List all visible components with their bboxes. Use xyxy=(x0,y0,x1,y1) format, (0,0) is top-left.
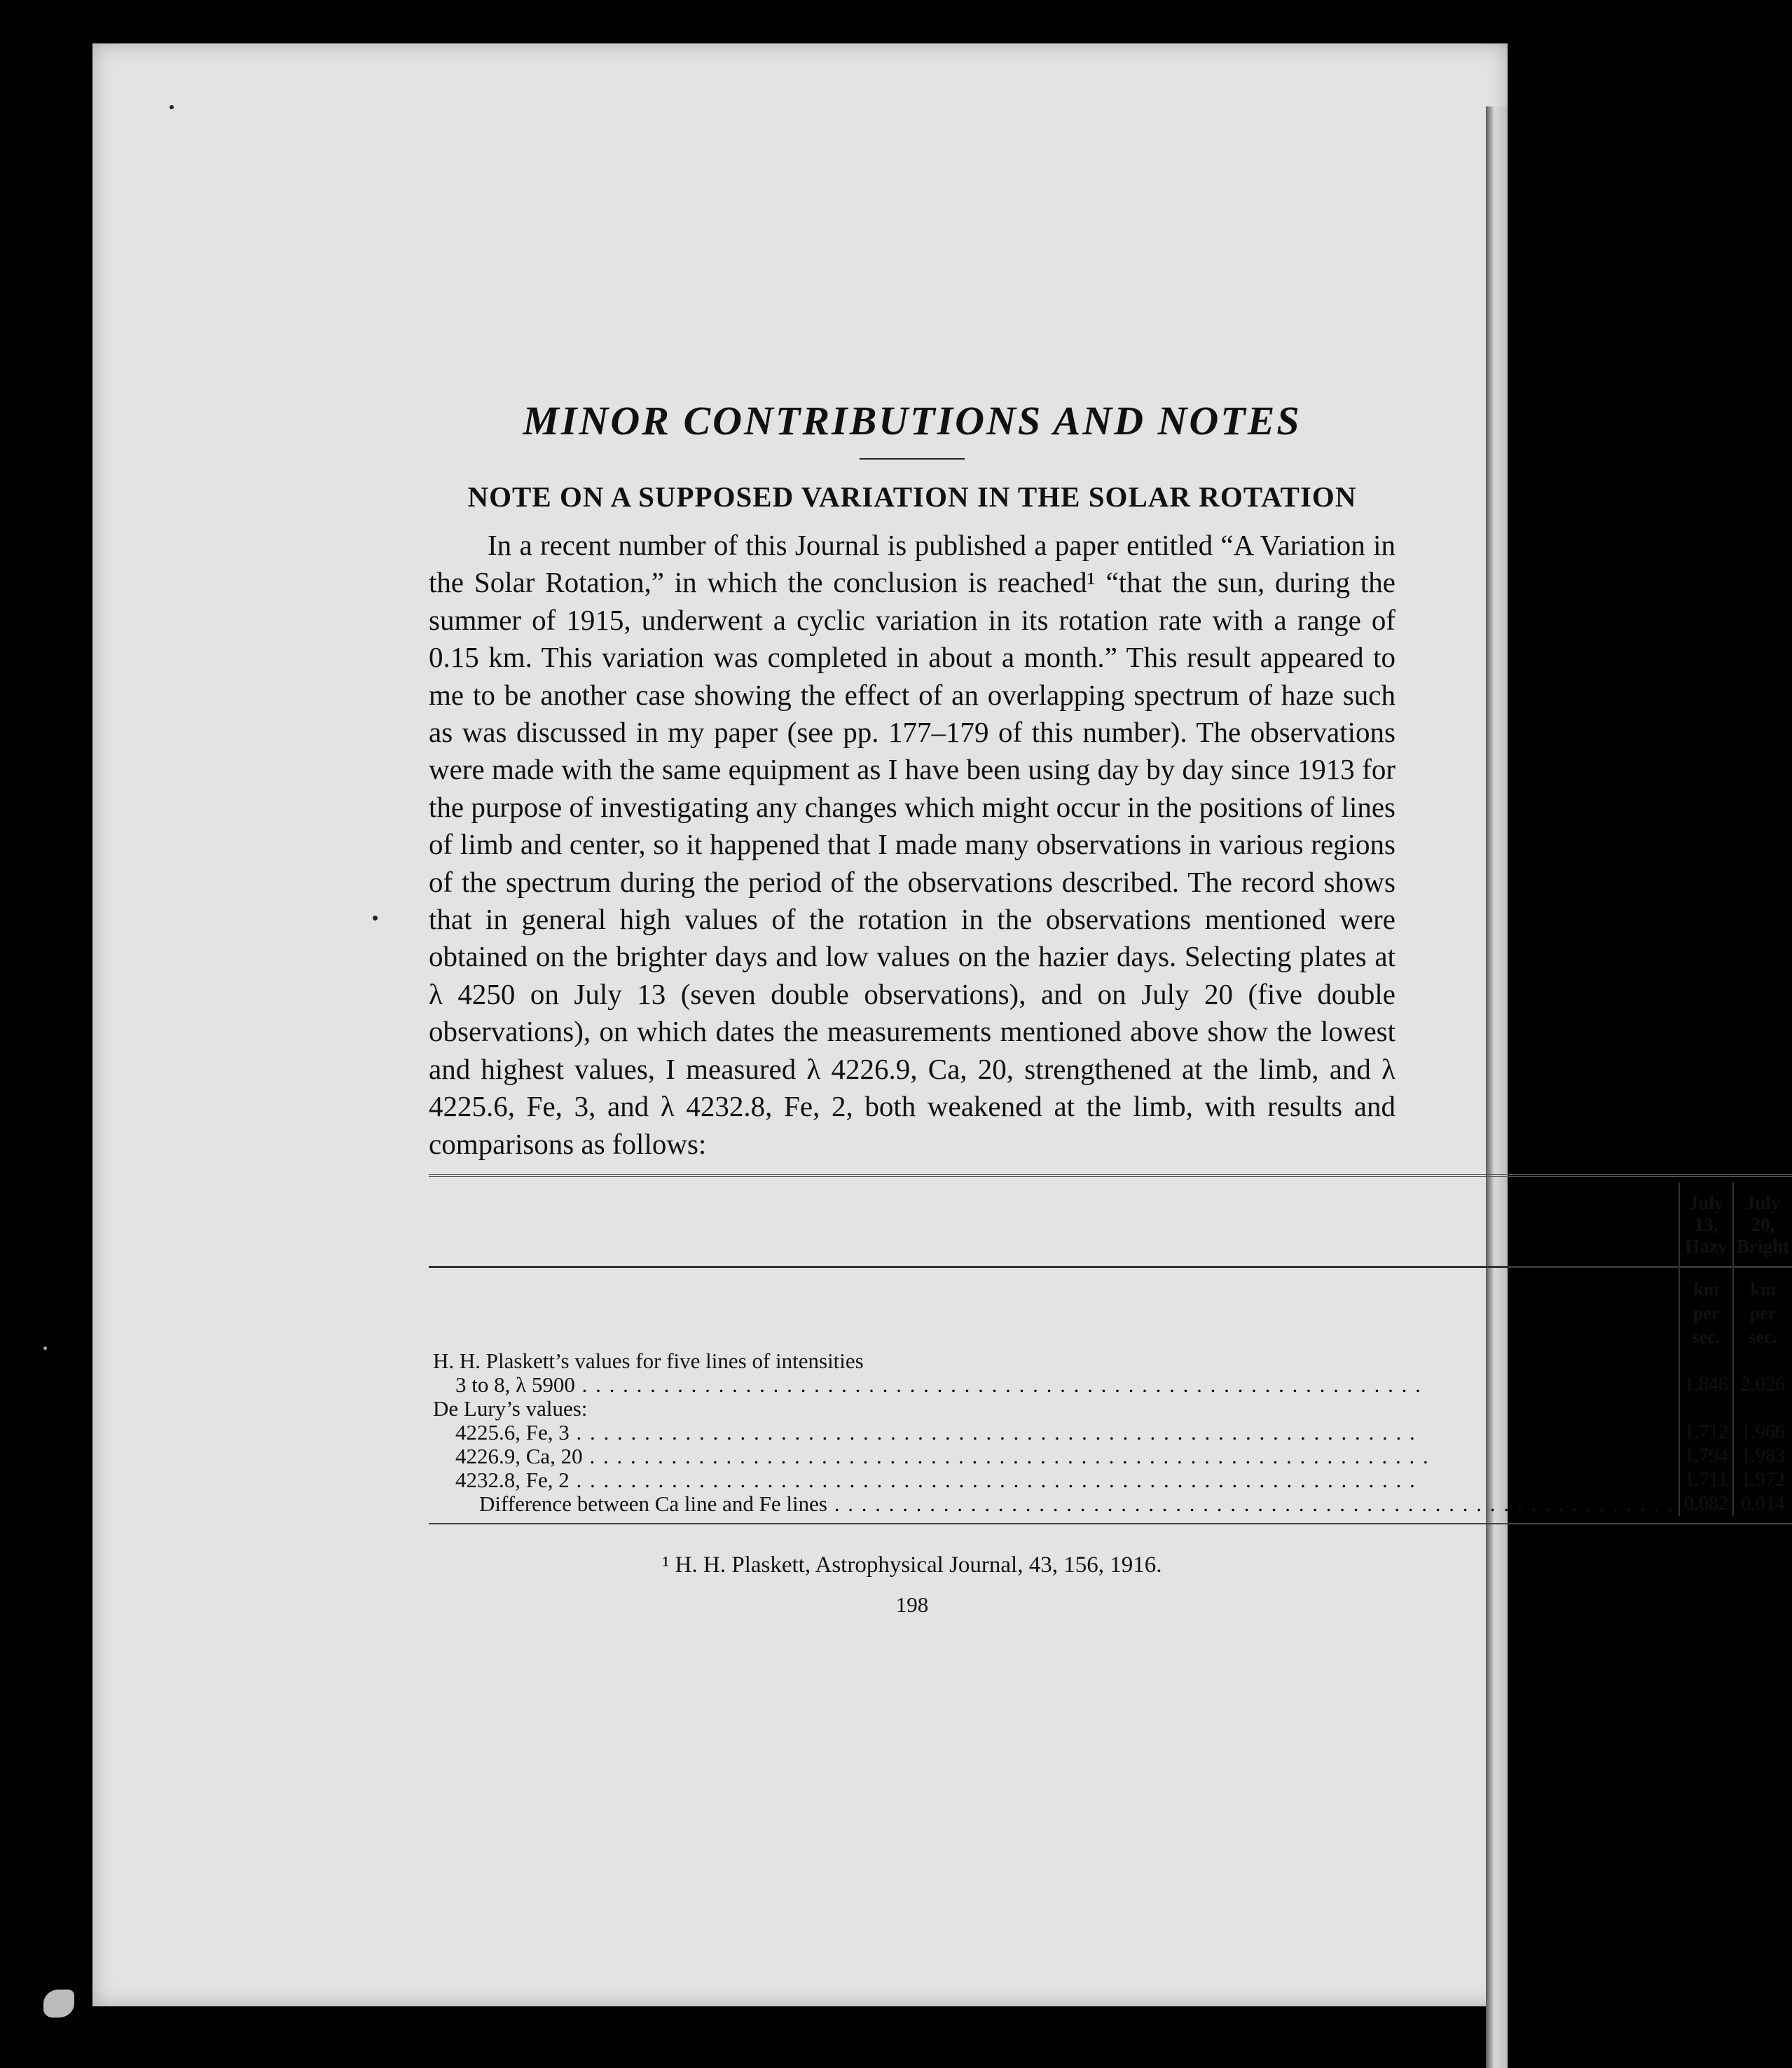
footnote: ¹ H. H. Plaskett, Astrophysical Journal, 43, 156, 1916. xyxy=(662,1552,1162,1578)
results-table xyxy=(429,1174,1789,1524)
row-label: 4226.9, Ca, 20 . . . xyxy=(455,1444,1430,1468)
table-row xyxy=(429,1445,1792,1468)
cell-july20: 2.026 xyxy=(1733,1349,1792,1397)
table-row xyxy=(429,1492,1792,1516)
row-label: De Lury’s values: xyxy=(433,1395,588,1421)
title-divider xyxy=(860,458,965,460)
scan-speck xyxy=(373,916,378,921)
unit-july20: km per sec. xyxy=(1733,1267,1792,1349)
table-row xyxy=(429,1468,1792,1492)
row-label: 4225.6, Fe, 3 . . . xyxy=(455,1420,1417,1445)
cell-july13: 1.712 xyxy=(1679,1421,1733,1445)
table-stub-header xyxy=(429,1183,1679,1267)
scan-speck xyxy=(170,105,174,109)
cell-july13: 1.846 xyxy=(1679,1349,1733,1397)
document-page xyxy=(92,43,1789,2006)
column-header-july20: July 20, Bright xyxy=(1733,1183,1792,1267)
cell-july13: 1.711 xyxy=(1679,1468,1733,1492)
table-row xyxy=(429,1421,1792,1445)
column-header-july13: July 13, Hazy xyxy=(1679,1183,1733,1267)
scan-artifact xyxy=(43,1990,74,2018)
scan-speck xyxy=(43,1346,47,1350)
cell-july20: 1.966 xyxy=(1733,1421,1792,1445)
unit-july13: km per sec. xyxy=(1679,1267,1733,1349)
row-label: H. H. Plaskett’s values for five lines of intensities xyxy=(433,1348,864,1373)
running-head: MINOR CONTRIBUTIONS AND NOTES xyxy=(523,398,1302,443)
table-row xyxy=(429,1349,1792,1397)
cell-july20: 0.014 xyxy=(1733,1492,1792,1516)
cell-july20: 1.983 xyxy=(1733,1445,1792,1468)
cell-july20: 1.972 xyxy=(1733,1468,1792,1492)
row-label: 4232.8, Fe, 2 . . . xyxy=(455,1468,1417,1492)
page-edge-shadow xyxy=(1486,106,1508,2068)
cell-july13: 0.082 xyxy=(1679,1492,1733,1516)
body-paragraph: In a recent number of this Journal is published a paper entitled “A Variation in the Solar Rotation,” in which the conclusion is reached¹ “that the sun, during the summer of 1915, underwent a cyclic variation in its rotation rate with a range of 0.15 km. This variation was completed in about a month.” This result appeared to me to be another case showing the effect of an overlapping spectrum of haze such as was discussed in my paper (see pp. 177–179 of this number). The observations were made with the same equipment as I have been using day by day since 1913 for the purpose of investigating any changes which might occur in the positions of lines of limb and center, so it happened that I made many observations in various regions of the spectrum during the period of the observations described. The record shows that in general high values of the rotation in the observations mentioned were obtained on the brighter days and low values on the hazier days. Selecting plates at λ 4250 on July 13 (seven double observations), and on July 20 (five double observations), on which dates the measurements mentioned above show the lowest and highest values, I measured λ 4226.9, Ca, 20, strengthened at the limb, and λ 4225.6, Fe, 3, and λ 4232.8, Fe, 2, both weakened at the limb, with results and comparisons as follows: xyxy=(429,529,1395,1160)
row-label: 3 to 8, λ 5900 . . . xyxy=(455,1372,1422,1397)
cell-july13: 1.794 xyxy=(1679,1445,1733,1468)
table-row xyxy=(429,1397,1792,1421)
row-label: Difference between Ca line and Fe lines . . . xyxy=(479,1491,1674,1516)
page-number: 198 xyxy=(895,1592,929,1617)
page-content xyxy=(429,397,1789,1618)
article-title: NOTE ON A SUPPOSED VARIATION IN THE SOLAR ROTATION xyxy=(467,481,1357,513)
